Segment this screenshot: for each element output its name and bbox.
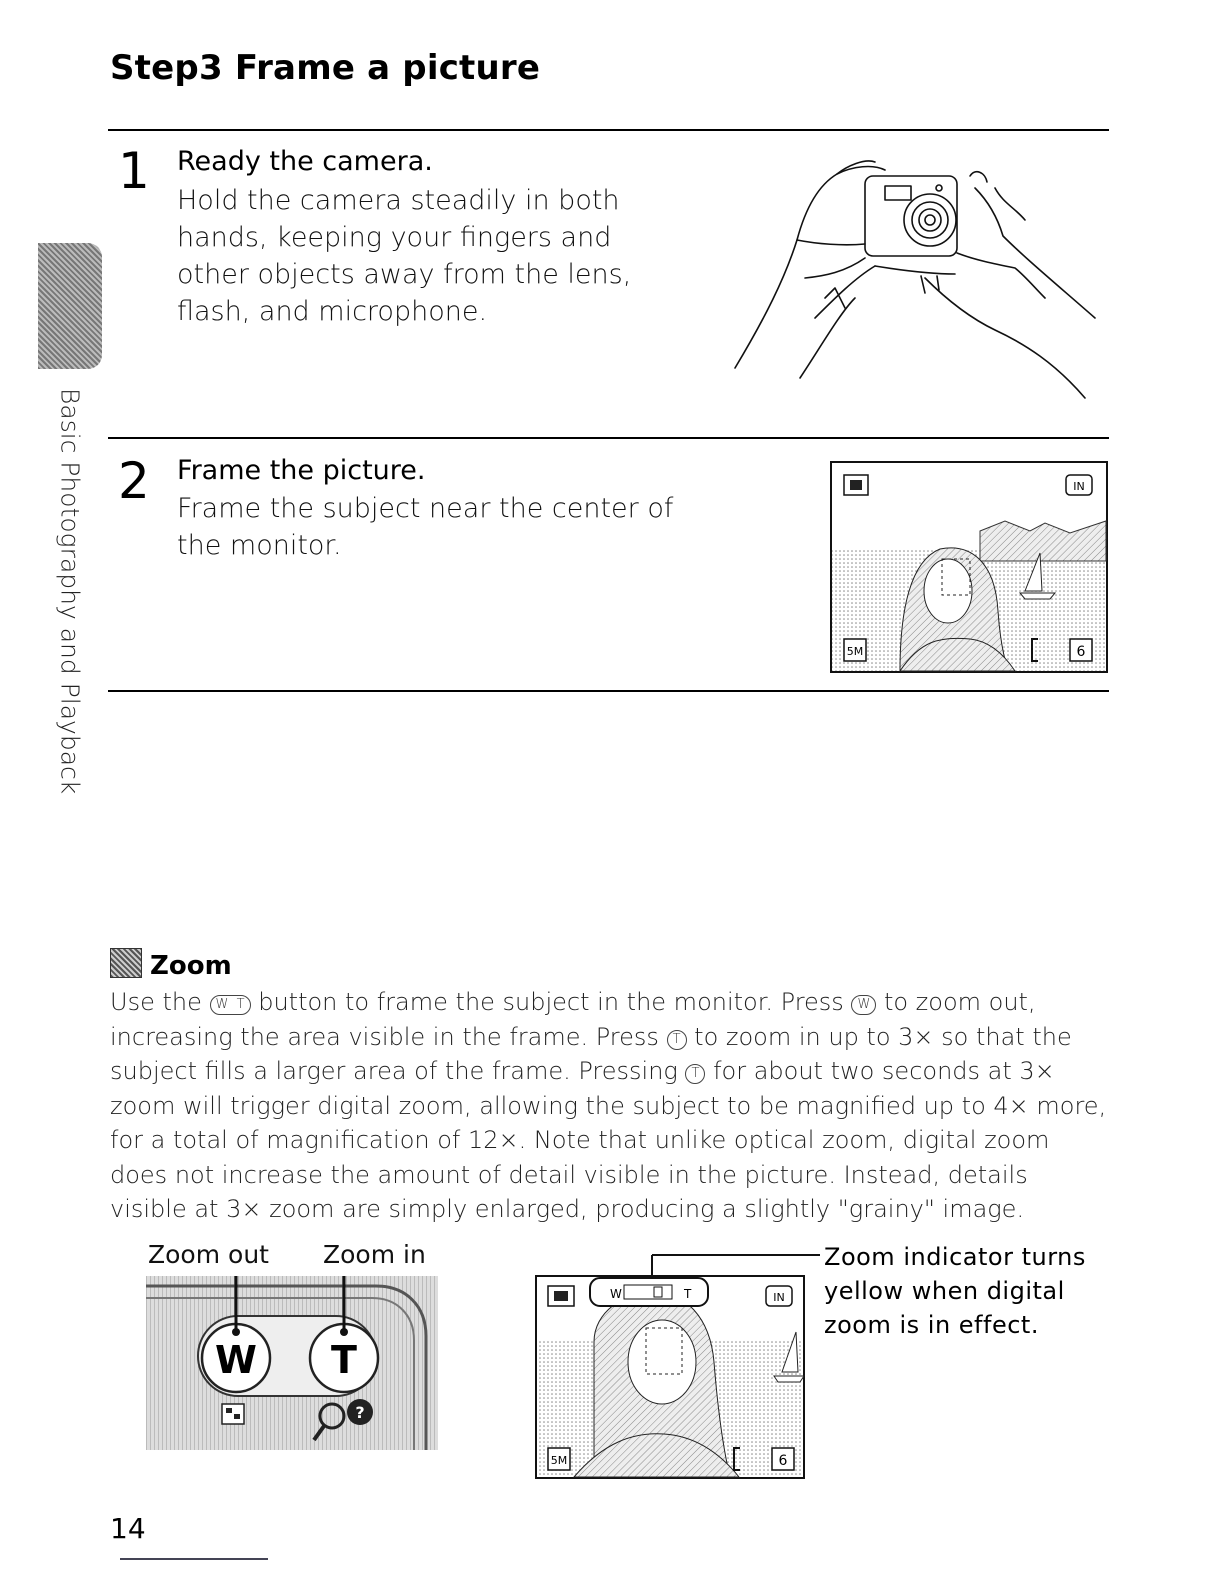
zoom-heading: Zoom [110,948,232,981]
svg-text:?: ? [355,1403,365,1422]
monitor-zoom-indicator-illustration [534,1252,820,1482]
zoom-wt-button-icon: W T [210,995,251,1015]
step-2-number: 2 [118,452,150,510]
zoom-indicator-caption: Zoom indicator turns yellow when digital zoom is in effect. [824,1243,1086,1339]
label-zoom-out: Zoom out [148,1240,269,1269]
camera-monitor-illustration [830,461,1108,673]
svg-text:6: 6 [778,1453,788,1469]
frames-left-indicator: 6 [1076,644,1086,660]
label-zoom-in: Zoom in [323,1240,426,1269]
step-1-heading: Ready the camera. [177,146,433,177]
zoom-t-button-icon: T [667,1030,687,1050]
page-title: Step3 Frame a picture [110,48,541,88]
page-number: 14 [110,1512,146,1545]
hands-holding-camera-illustration [725,148,1115,403]
zoom-w-button-icon: W [851,995,876,1015]
zoom-note-icon [110,948,142,978]
rule-top [108,129,1109,131]
thumbnail-icon [222,1404,244,1424]
zoom-paragraph: Use the W T button to frame the subject in the monitor. Press W to zoom out, increasing the area visible in the frame. Press T to zoom in up to 3× so that the subject fills a larger area of the frame. Pressing T for about two seconds at 3× zoom will trigger digital zoom, allowing the subject to be magnified up to 4× more, for a total of magnification of 12×. Note that unlike optical zoom, digital zoom does not increase the amount of detail visible in the picture. Instead, details visible at 3× zoom are simply enlarged, producing a slightly "grainy" image. [110,988,1107,1223]
svg-text:IN: IN [773,1291,785,1304]
t-button-label: T [331,1338,357,1382]
svg-text:5M: 5M [550,1454,568,1467]
image-size-indicator: 5M [846,645,864,658]
section-tab-marker [38,243,102,369]
w-button-label: W [215,1338,257,1382]
zoom-t-button-icon-2: T [685,1064,705,1084]
svg-text:W: W [610,1287,622,1301]
step-2-body: Frame the subject near the center of the monitor. [177,493,674,561]
zoom-buttons-illustration [146,1276,438,1450]
step-1-body: Hold the camera steadily in both hands, keeping your fingers and other objects away from the lens, flash, and microphone. [177,185,632,327]
rule-middle [108,437,1109,439]
svg-text:T: T [684,1287,692,1301]
memory-indicator: IN [1073,480,1085,493]
footer-rule [120,1558,268,1560]
step-2-heading: Frame the picture. [177,455,426,486]
rule-bottom [108,690,1109,692]
section-side-label: Basic Photography and Playback [55,388,85,795]
step-1-number: 1 [118,142,150,200]
